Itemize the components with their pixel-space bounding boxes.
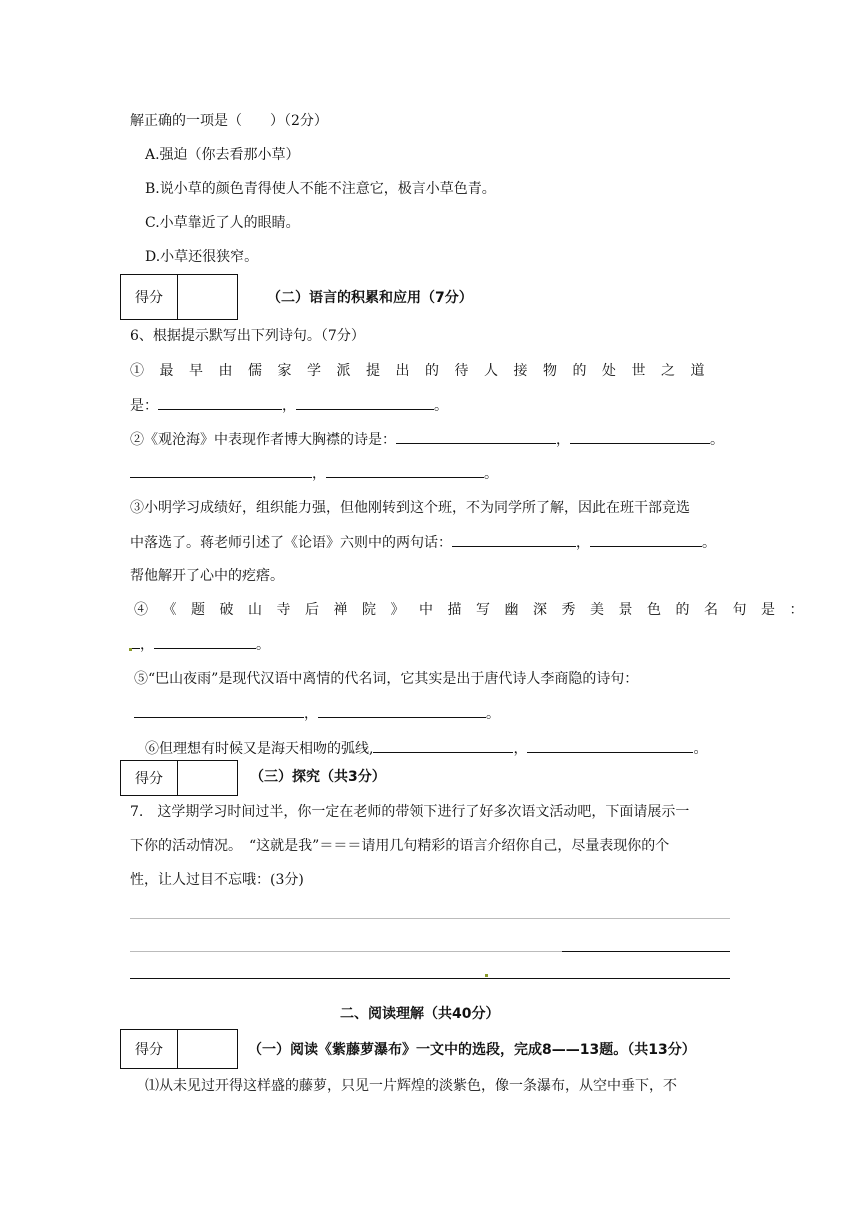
q6-item1-text: ①最早由儒家学派提出的待人接物的处世之道 xyxy=(130,363,720,379)
reading1-paragraph: ⑴从未见过开得这样盛的藤萝，只见一片辉煌的淡紫色，像一条瀑布，从空中垂下，不 xyxy=(145,1078,677,1094)
comma: ， xyxy=(556,432,570,448)
q6-item6-line xyxy=(145,738,707,759)
answer-blank[interactable] xyxy=(326,463,484,478)
answer-blank[interactable] xyxy=(296,395,434,410)
comma: ， xyxy=(312,466,326,482)
answer-blank[interactable] xyxy=(154,634,256,649)
period: 。 xyxy=(484,466,498,482)
score-value-cell xyxy=(178,761,237,795)
q7-line2: 下你的活动情况。 “这就是我”＝＝＝请用几句精彩的语言介绍你自己，尽量表现你的个 xyxy=(130,838,670,854)
answer-line[interactable] xyxy=(130,918,730,919)
score-value-cell xyxy=(178,1030,237,1068)
period: 。 xyxy=(486,706,500,722)
comma: ， xyxy=(576,535,590,551)
answer-blank[interactable] xyxy=(158,395,282,410)
q7-line1: 7. 这学期学习时间过半，你一定在老师的带领下进行了好多次语文活动吧，下面请展示一 xyxy=(130,804,690,820)
answer-line[interactable] xyxy=(130,978,730,979)
q6-item3-prefix: 中落选了。蒋老师引述了《论语》六则中的两句话： xyxy=(130,535,452,551)
q5-option-d: D.小草还很狭窄。 xyxy=(145,249,259,265)
answer-blank[interactable] xyxy=(373,738,513,753)
score-box xyxy=(120,760,238,796)
comma: ， xyxy=(513,741,528,757)
comma: ， xyxy=(282,398,296,414)
section-heading-accumulation: （二）语言的积累和应用（7分） xyxy=(267,290,473,306)
answer-line[interactable] xyxy=(130,951,562,952)
stray-mark xyxy=(129,648,132,651)
comma: ， xyxy=(140,637,154,653)
q5-option-c: C.小草靠近了人的眼睛。 xyxy=(145,215,300,231)
period: 。 xyxy=(693,741,708,757)
q6-item4-line2 xyxy=(130,634,270,655)
answer-blank[interactable] xyxy=(452,532,576,547)
q6-item3-line2 xyxy=(130,532,716,553)
score-value-cell xyxy=(178,275,237,319)
q6-title: 6、根据提示默写出下列诗句。（7分） xyxy=(130,328,365,344)
score-label: 得分 xyxy=(121,275,178,319)
answer-blank[interactable] xyxy=(130,463,312,478)
q6-item1-line2 xyxy=(130,395,448,416)
q5-stem-tail: 解正确的一项是（ ）（2分） xyxy=(130,113,328,129)
q6-item3-line3: 帮他解开了心中的疙瘩。 xyxy=(130,568,284,584)
comma: ， xyxy=(304,706,318,722)
stray-mark xyxy=(485,974,488,977)
q6-item2-line2 xyxy=(130,463,498,484)
answer-blank[interactable] xyxy=(527,738,693,753)
period: 。 xyxy=(256,637,270,653)
q6-item5-line1: ⑤“巴山夜雨”是现代汉语中离情的代名词，它其实是出于唐代诗人李商隐的诗句： xyxy=(134,671,639,687)
answer-blank[interactable] xyxy=(396,429,556,444)
score-box xyxy=(120,274,238,320)
answer-blank[interactable] xyxy=(318,703,486,718)
answer-blank[interactable] xyxy=(590,532,702,547)
reading1-heading: （一）阅读《紫藤萝瀑布》一文中的选段，完成8——13题。（共13分） xyxy=(248,1042,696,1058)
answer-blank[interactable] xyxy=(570,429,710,444)
answer-blank[interactable] xyxy=(130,634,140,649)
period: 。 xyxy=(702,535,716,551)
q5-option-b: B.说小草的颜色青得使人不能不注意它，极言小草色青。 xyxy=(145,181,496,197)
answer-blank[interactable] xyxy=(134,703,304,718)
q6-item2-prefix: ②《观沧海》中表现作者博大胸襟的诗是： xyxy=(130,432,396,448)
q6-item1-line1 xyxy=(130,361,730,381)
score-box xyxy=(120,1029,238,1069)
period: 。 xyxy=(710,432,724,448)
score-label: 得分 xyxy=(121,761,178,795)
q6-item1-prefix: 是： xyxy=(130,398,158,414)
part2-heading: 二、阅读理解（共40分） xyxy=(340,1006,500,1022)
q6-item2-line1 xyxy=(130,429,724,450)
answer-line[interactable] xyxy=(562,951,730,952)
q5-option-a: A.强迫（你去看那小草） xyxy=(145,147,300,163)
q6-item4-line1 xyxy=(134,600,818,620)
period: 。 xyxy=(434,398,448,414)
section-heading-inquiry: （三）探究（共3分） xyxy=(250,769,386,785)
q6-item4-text: ④《题破山寺后禅院》中描写幽深秀美景色的名句是： xyxy=(134,602,818,618)
score-label: 得分 xyxy=(121,1030,178,1068)
q6-item3-line1: ③小明学习成绩好，组织能力强，但他刚转到这个班，不为同学所了解，因此在班干部竞选 xyxy=(130,500,690,516)
q6-item6-prefix: ⑥但理想有时候又是海天相吻的弧线, xyxy=(145,741,374,757)
q7-line3: 性，让人过目不忘哦：(3分) xyxy=(130,872,304,888)
q6-item5-line2 xyxy=(134,703,500,724)
